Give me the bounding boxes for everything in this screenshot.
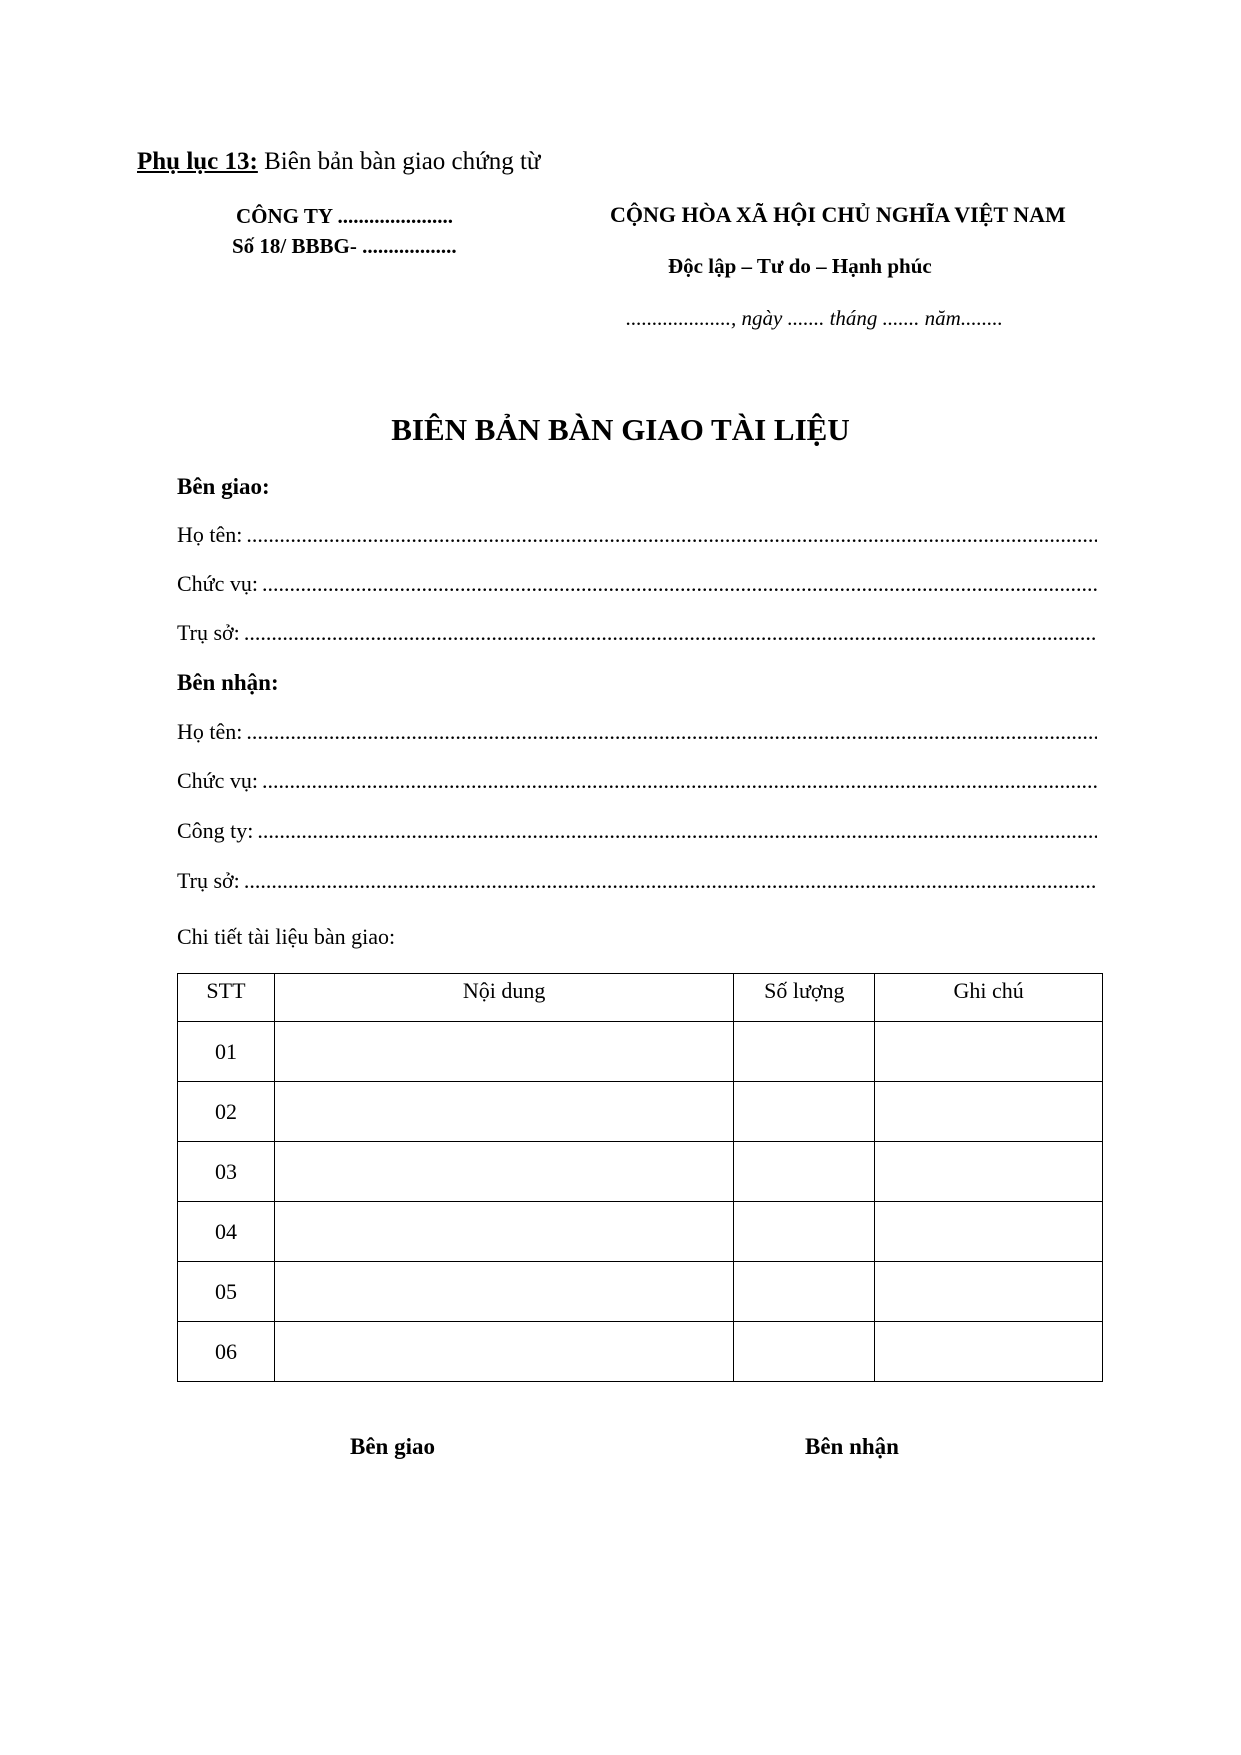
receiver-office-label: Trụ sở: [177, 868, 240, 893]
giver-signature-label: Bên giao [350, 1434, 435, 1459]
national-motto: Độc lập – Tư do – Hạnh phúc [668, 254, 932, 278]
giver-position-field[interactable] [177, 571, 1097, 597]
row-number: 02 [178, 1082, 275, 1142]
receiver-company-label: Công ty: [177, 818, 254, 843]
table-row [178, 1142, 1103, 1202]
quantity-cell[interactable] [734, 1082, 875, 1142]
company-name: CÔNG TY ...................... [236, 204, 454, 228]
quantity-cell[interactable] [734, 1022, 875, 1082]
row-number: 01 [178, 1022, 275, 1082]
document-title: BIÊN BẢN BÀN GIAO TÀI LIỆU [391, 412, 850, 447]
note-cell[interactable] [875, 1202, 1103, 1262]
quantity-cell[interactable] [734, 1202, 875, 1262]
note-cell[interactable] [875, 1262, 1103, 1322]
date-line: ...................., ngày ....... tháng ....... năm........ [626, 306, 1003, 330]
table-row [178, 1202, 1103, 1262]
appendix-label: Phụ lục 13: [137, 148, 258, 175]
quantity-cell[interactable] [734, 1262, 875, 1322]
table-row [178, 1262, 1103, 1322]
content-cell[interactable] [274, 1082, 733, 1142]
receiver-company-field[interactable] [177, 818, 1097, 844]
row-number: 03 [178, 1142, 275, 1202]
row-number: 05 [178, 1262, 275, 1322]
receiver-position-label: Chức vụ: [177, 768, 258, 793]
giver-heading: Bên giao: [177, 474, 270, 499]
content-cell[interactable] [274, 1142, 733, 1202]
row-number: 04 [178, 1202, 275, 1262]
giver-position-label: Chức vụ: [177, 571, 258, 596]
content-cell[interactable] [274, 1322, 733, 1382]
row-number: 06 [178, 1322, 275, 1382]
table-row [178, 1022, 1103, 1082]
content-cell[interactable] [274, 1262, 733, 1322]
document-number: Số 18/ BBBG- .................. [232, 234, 457, 258]
receiver-name-label: Họ tên: [177, 719, 243, 744]
note-cell[interactable] [875, 1082, 1103, 1142]
receiver-position-field[interactable] [177, 768, 1097, 794]
header-stt: STT [178, 974, 275, 1022]
giver-name-field[interactable] [177, 522, 1097, 548]
quantity-cell[interactable] [734, 1142, 875, 1202]
note-cell[interactable] [875, 1022, 1103, 1082]
content-cell[interactable] [274, 1022, 733, 1082]
receiver-signature-label: Bên nhận [805, 1434, 899, 1459]
documents-table [177, 973, 1103, 1382]
header-note: Ghi chú [875, 974, 1103, 1022]
giver-office-field[interactable] [177, 620, 1097, 646]
appendix-line [137, 148, 540, 176]
receiver-heading: Bên nhận: [177, 670, 279, 695]
note-cell[interactable] [875, 1142, 1103, 1202]
header-quantity: Số lượng [734, 974, 875, 1022]
content-cell[interactable] [274, 1202, 733, 1262]
national-title: CỘNG HÒA XÃ HỘI CHỦ NGHĨA VIỆT NAM [610, 202, 1066, 227]
receiver-name-field[interactable] [177, 719, 1097, 745]
receiver-office-field[interactable] [177, 868, 1097, 894]
table-header-row [178, 974, 1103, 1022]
quantity-cell[interactable] [734, 1322, 875, 1382]
details-label: Chi tiết tài liệu bàn giao: [177, 924, 396, 949]
giver-name-label: Họ tên: [177, 522, 243, 547]
table-row [178, 1082, 1103, 1142]
header-content: Nội dung [274, 974, 733, 1022]
appendix-text: Biên bản bàn giao chứng từ [264, 148, 541, 175]
table-row [178, 1322, 1103, 1382]
note-cell[interactable] [875, 1322, 1103, 1382]
giver-office-label: Trụ sở: [177, 620, 240, 645]
